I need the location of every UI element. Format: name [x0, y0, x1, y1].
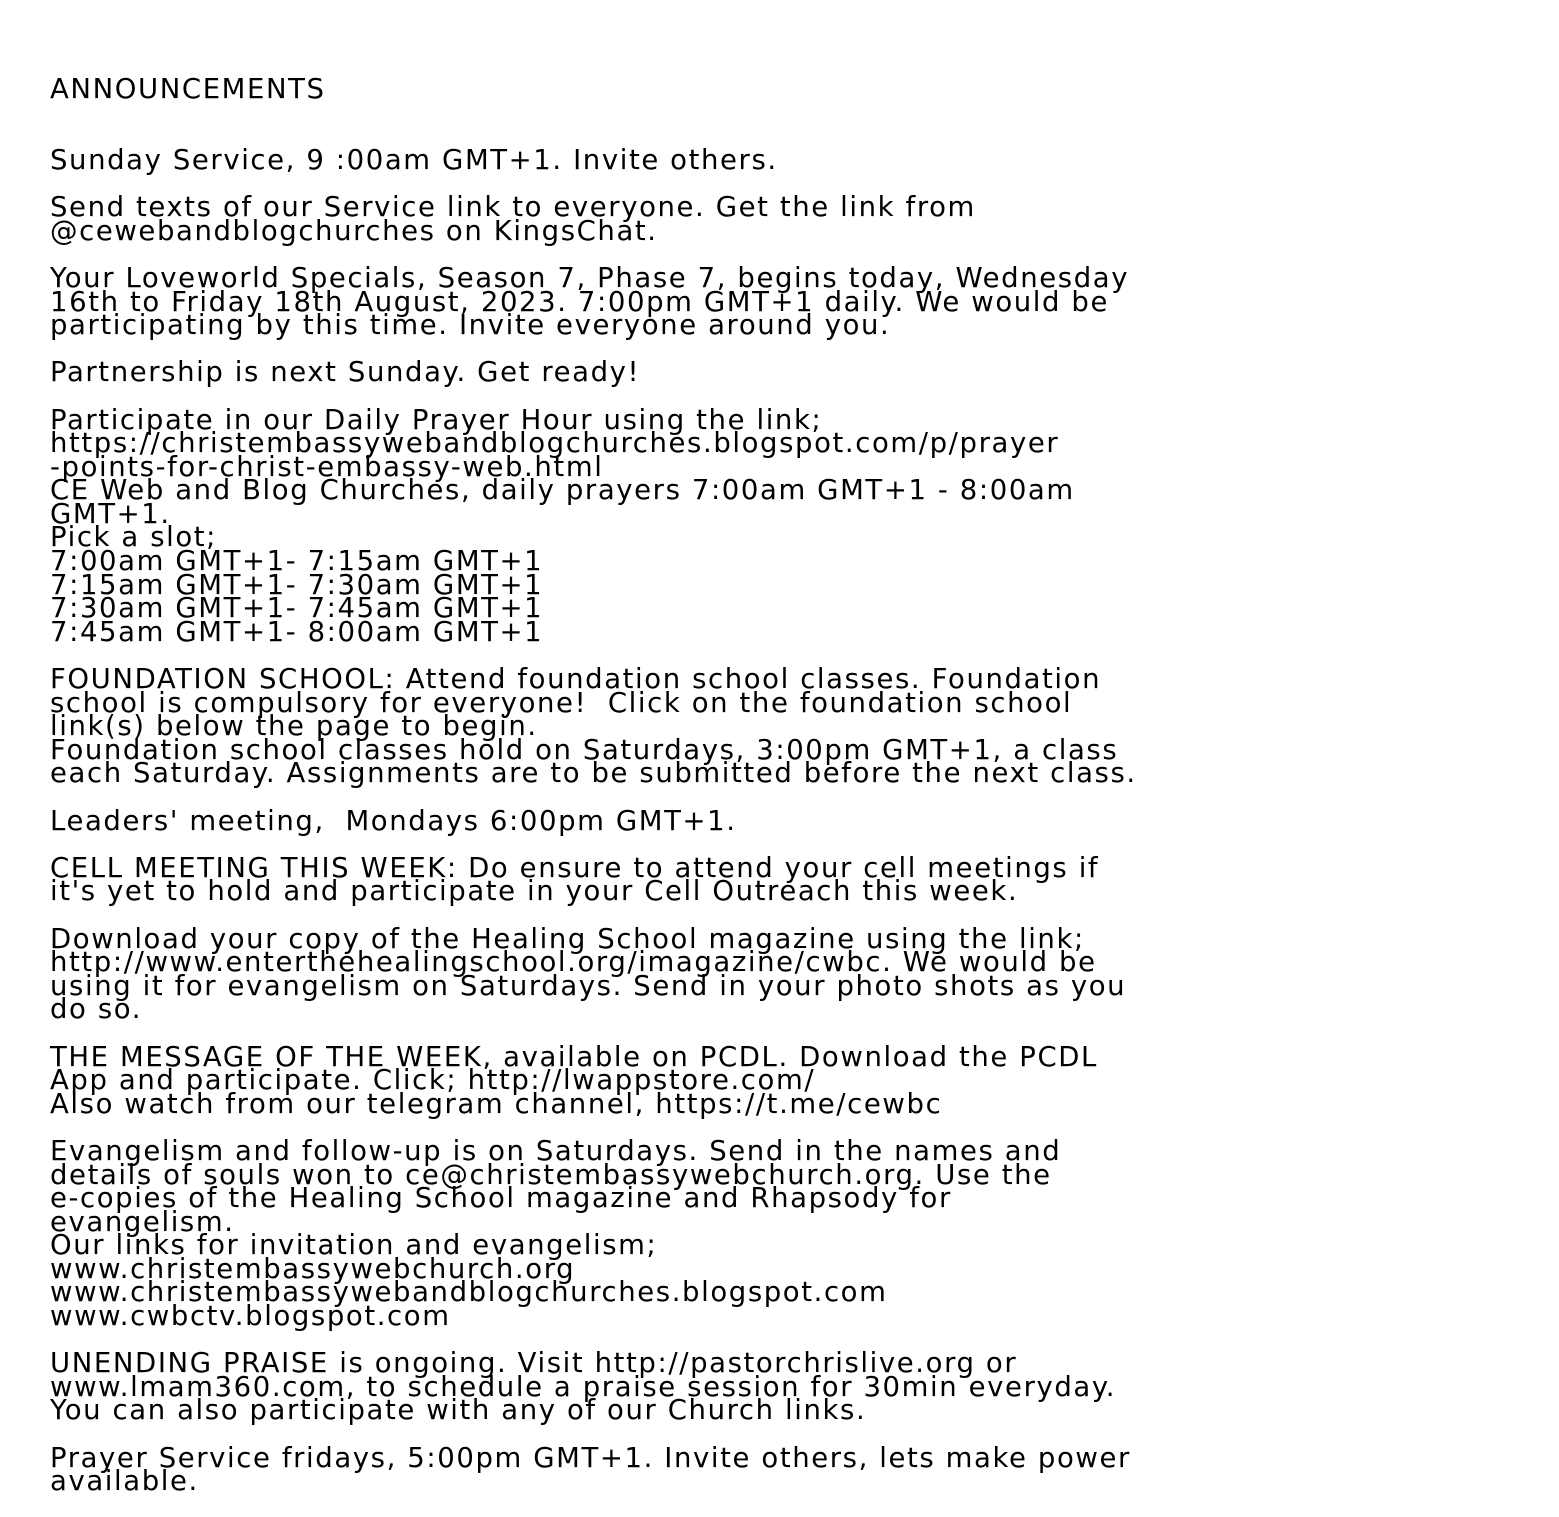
text-line: Sunday Service, 9 :00am GMT+1. Invite others. [50, 143, 778, 176]
text-line: 7:45am GMT+1- 8:00am GMT+1 [50, 615, 544, 648]
text-line: Pick a slot; [50, 521, 218, 554]
text-line: Partnership is next Sunday. Get ready! [50, 356, 641, 389]
text-line: App and participate. Click; http://lwappstore.com/ [50, 1064, 816, 1097]
announcement-paragraph [50, 922, 1530, 1026]
paragraph-gap [50, 1423, 1530, 1447]
text-line: http://www.enterthehealingschool.org/imagazine/cwbc. We would be [50, 946, 1097, 979]
text-line: GMT+1. [50, 497, 171, 530]
announcement-paragraph [50, 851, 1530, 908]
text-line: CE Web and Blog Churches, daily prayers 7:00am GMT+1 - 8:00am [50, 474, 1075, 507]
announcement-paragraph [50, 1347, 1530, 1427]
announcement-paragraph [50, 1441, 1530, 1498]
announcement-paragraph [50, 1134, 1530, 1333]
announcement-paragraph [50, 1040, 1530, 1120]
text-line: evangelism. [50, 1205, 235, 1238]
text-line: school is compulsory for everyone! Click on the foundation school [50, 686, 1073, 719]
text-line: FOUNDATION SCHOOL: Attend foundation school classes. Foundation [50, 663, 1102, 696]
text-line: Also watch from our telegram channel, https://t.me/cewbc [50, 1087, 943, 1120]
text-line: Prayer Service fridays, 5:00pm GMT+1. Invite others, lets make power [50, 1441, 1131, 1474]
announcement-paragraph [50, 191, 1530, 247]
text-line: using it for evangelism on Saturdays. Send in your photo shots as you [50, 969, 1127, 1002]
announcement-document [50, 31, 1530, 1517]
text-line: Our links for invitation and evangelism; [50, 1229, 658, 1262]
text-line: Your Loveworld Specials, Season 7, Phase 7, begins today, Wednesday [50, 261, 1130, 294]
text-line: Send texts of our Service link to everyone. Get the link from [50, 191, 976, 224]
announcement-paragraph [50, 143, 1530, 176]
text-line: THE MESSAGE OF THE WEEK, available on PCDL. Download the PCDL [50, 1040, 1098, 1073]
paragraph-list [50, 143, 1530, 1498]
text-line: 16th to Friday 18th August, 2023. 7:00pm GMT+1 daily. We would be [50, 285, 1109, 318]
text-line: link(s) below the page to begin. [50, 710, 538, 743]
text-line: CELL MEETING THIS WEEK: Do ensure to attend your cell meetings if [50, 851, 1100, 884]
text-line: each Saturday. Assignments are to be submitted before the next class. [50, 757, 1137, 790]
text-line: www.christembassywebandblogchurches.blogspot.com [50, 1276, 888, 1309]
announcement-paragraph [50, 356, 1530, 389]
text-line: You can also participate with any of our Church links. [50, 1394, 867, 1427]
text-line: Download your copy of the Healing School magazine using the link; [50, 922, 1085, 955]
text-line: do so. [50, 993, 143, 1026]
text-line: www.lmam360.com, to schedule a praise session for 30min everyday. [50, 1370, 1117, 1403]
text-line: Participate in our Daily Prayer Hour using the link; [50, 403, 823, 436]
text-line: participating by this time. Invite everyone around you. [50, 309, 891, 342]
text-line: e-copies of the Healing School magazine and Rhapsody for [50, 1182, 952, 1215]
document-title: ANNOUNCEMENTS [50, 73, 326, 106]
announcement-paragraph [50, 804, 1530, 837]
announcement-paragraph [50, 261, 1530, 342]
text-line: Leaders' meeting, Mondays 6:00pm GMT+1. [50, 804, 737, 837]
text-line: Evangelism and follow-up is on Saturdays. Send in the names and [50, 1134, 1062, 1167]
announcement-paragraph [50, 403, 1530, 648]
text-line: www.cwbctv.blogspot.com [50, 1300, 451, 1333]
text-line: www.christembassywebchurch.org [50, 1252, 576, 1285]
text-line: https://christembassywebandblogchurches.blogspot.com/p/prayer [50, 427, 1060, 460]
text-line: 7:00am GMT+1- 7:15am GMT+1 [50, 545, 544, 578]
text-line: available. [50, 1465, 199, 1498]
text-line: UNENDING PRAISE is ongoing. Visit http://pastorchrislive.org or [50, 1347, 1018, 1380]
text-line: -points-for-christ-embassy-web.html [50, 450, 604, 483]
text-line: @cewebandblogchurches on KingsChat. [50, 214, 658, 247]
announcement-paragraph [50, 663, 1530, 790]
text-line: it's yet to hold and participate in your Cell Outreach this week. [50, 875, 1019, 908]
text-line: 7:15am GMT+1- 7:30am GMT+1 [50, 568, 544, 601]
text-line: details of souls won to ce@christembassywebchurch.org. Use the [50, 1158, 1052, 1191]
text-line: 7:30am GMT+1- 7:45am GMT+1 [50, 592, 544, 625]
text-line: Foundation school classes hold on Saturdays, 3:00pm GMT+1, a class [50, 733, 1119, 766]
